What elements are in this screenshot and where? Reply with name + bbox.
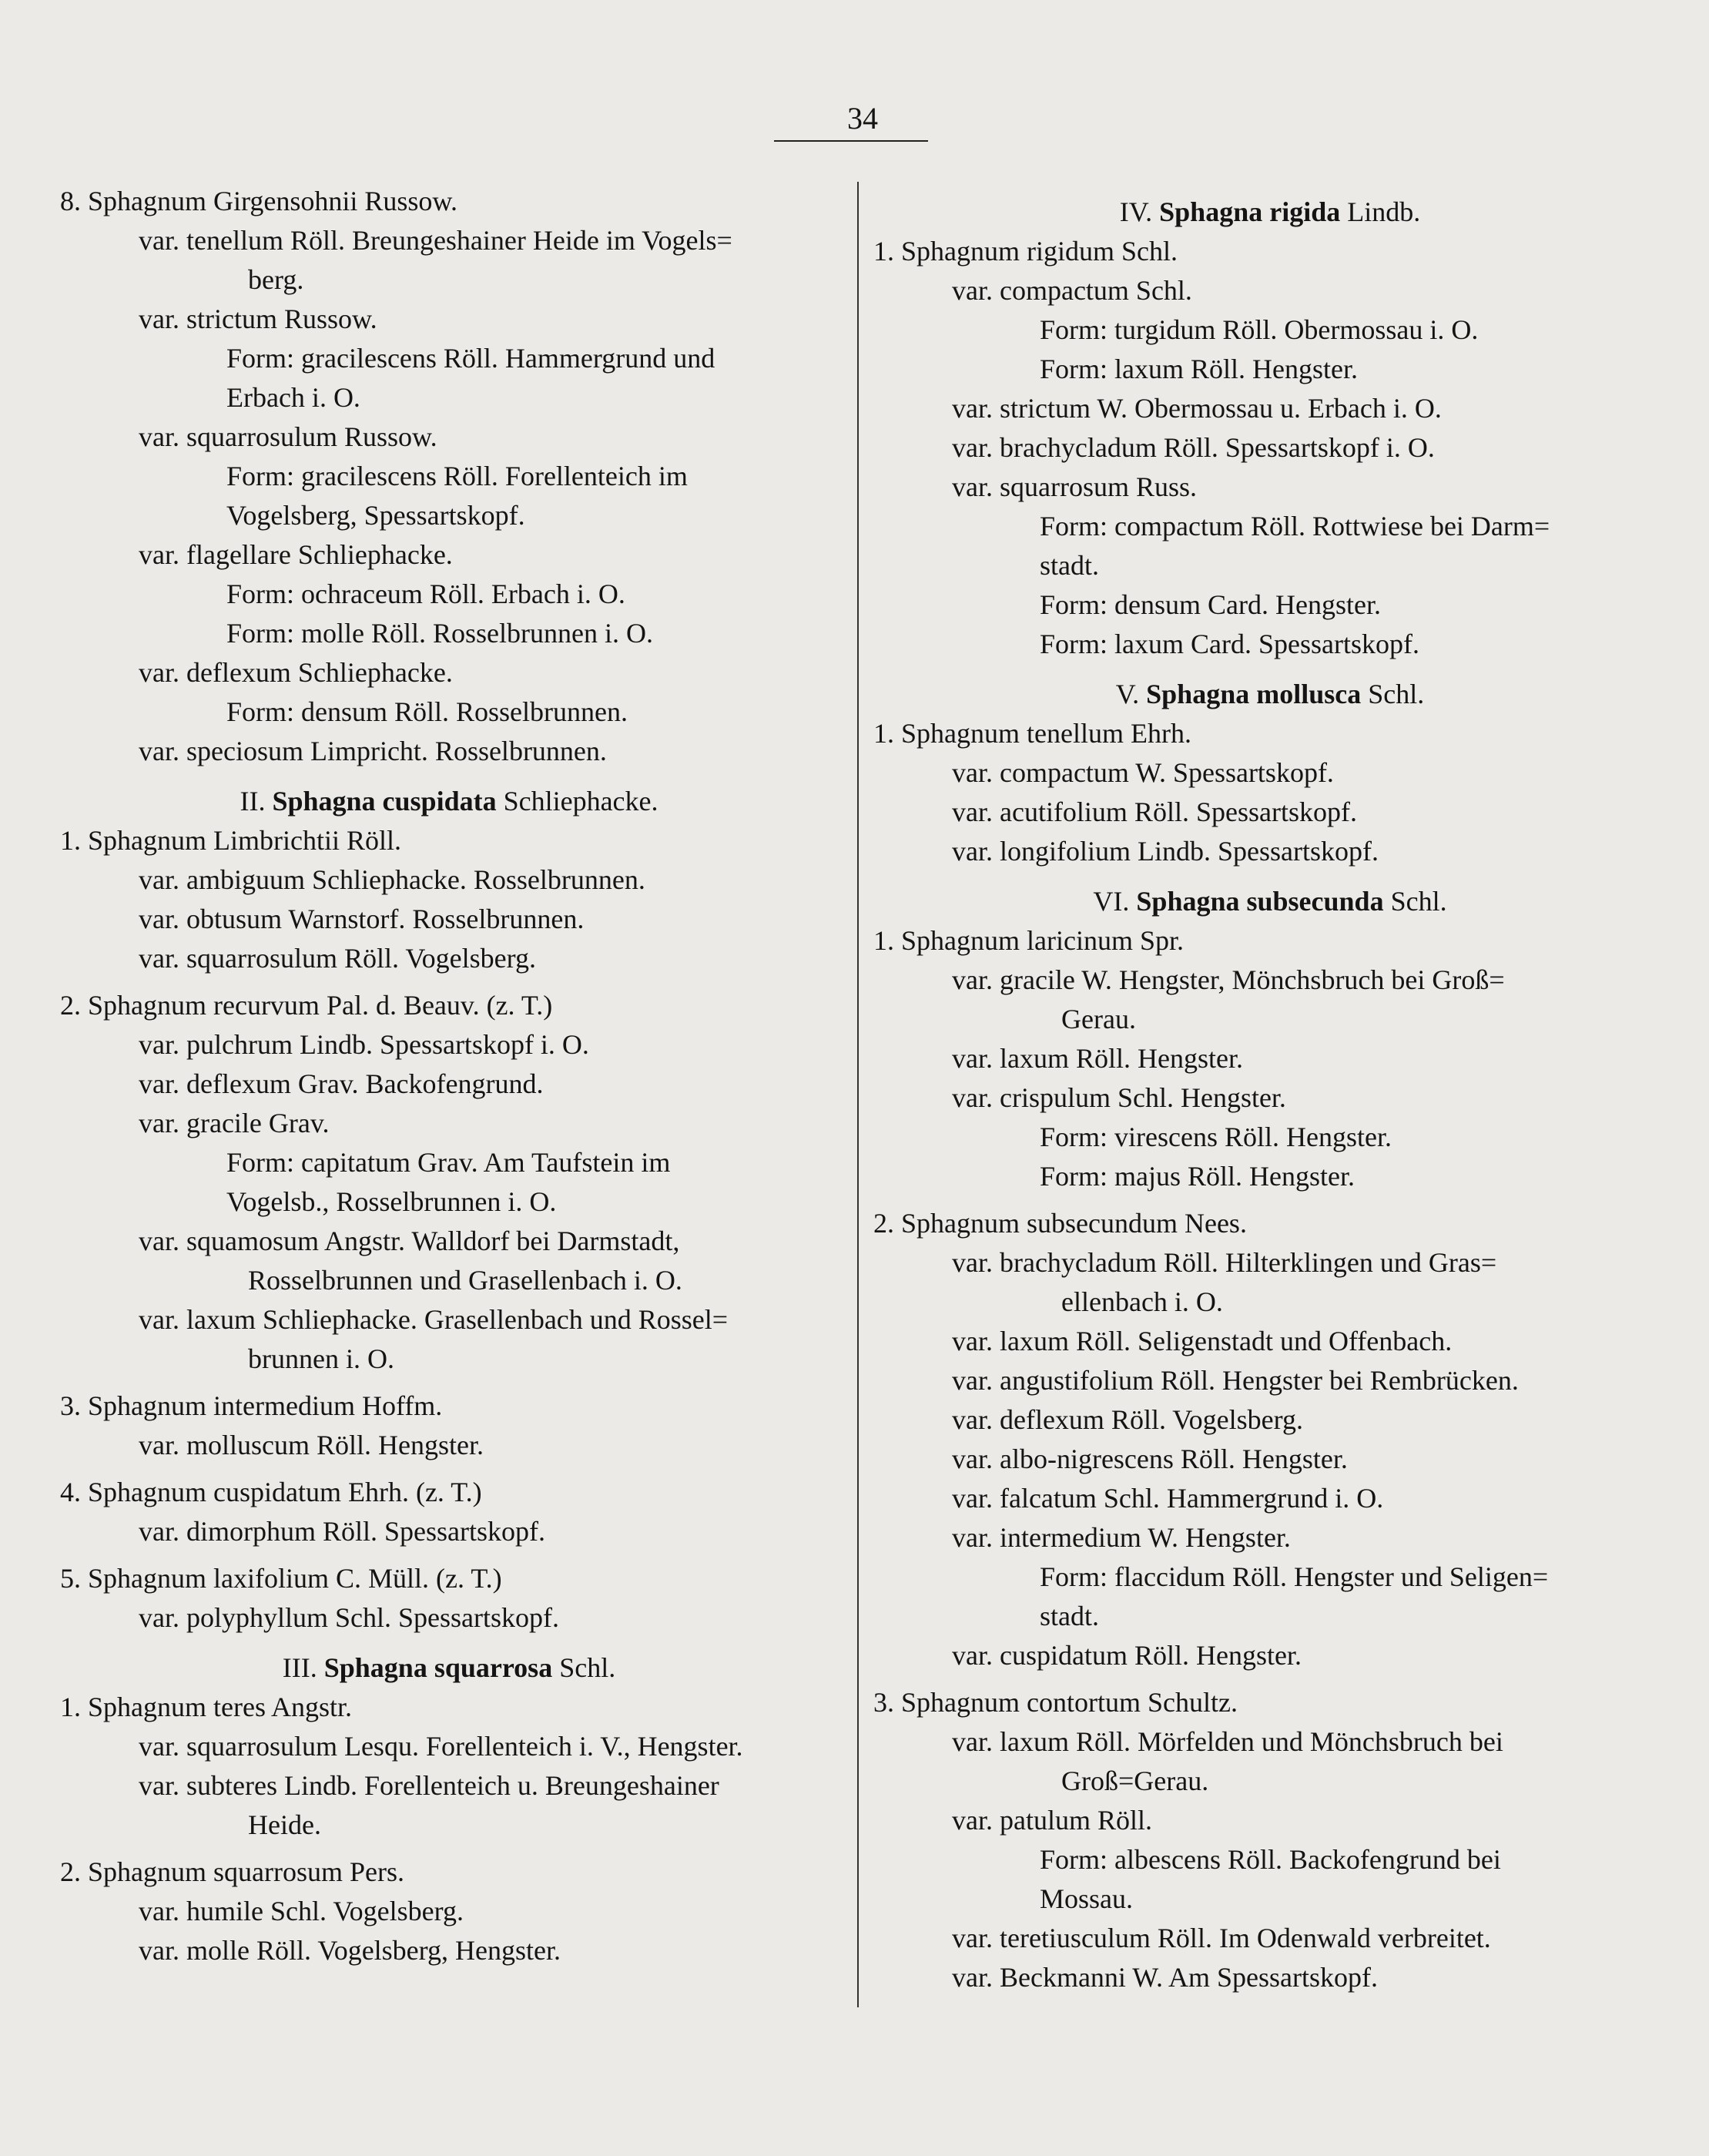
form-entry: Form: densum Röll. Rosselbrunnen. (226, 696, 628, 727)
variety-entry: var. squamosum Angstr. Walldorf bei Darmstadt, (139, 1226, 680, 1256)
variety-entry: var. molluscum Röll. Hengster. (139, 1430, 484, 1460)
variety-entry: var. speciosum Limpricht. Rosselbrunnen. (139, 736, 607, 766)
variety-entry: var. angustifolium Röll. Hengster bei Rembrücken. (952, 1365, 1519, 1396)
form-entry: Form: densum Card. Hengster. (1040, 589, 1381, 620)
variety-entry: var. ambiguum Schliephacke. Rosselbrunnen. (139, 864, 645, 895)
section-heading (873, 675, 1667, 714)
page-number: 34 (847, 101, 878, 136)
species-entry: 1. Sphagnum teres Angstr. (60, 1692, 352, 1722)
continuation-line: ellenbach i. O. (1061, 1286, 1223, 1317)
section-author: Schl. (1390, 886, 1447, 917)
variety-entry: var. strictum W. Obermossau u. Erbach i. O. (952, 393, 1442, 424)
continuation-line: Erbach i. O. (226, 382, 360, 413)
variety-entry: var. falcatum Schl. Hammergrund i. O. (952, 1483, 1384, 1514)
variety-entry: var. laxum Röll. Mörfelden und Mönchsbruch bei (952, 1726, 1503, 1757)
continuation-line: Mossau. (1040, 1883, 1134, 1914)
variety-entry: var. laxum Röll. Seligenstadt und Offenbach. (952, 1326, 1453, 1356)
section-numeral: VI. (1093, 886, 1130, 917)
variety-entry: var. deflexum Röll. Vogelsberg. (952, 1404, 1303, 1435)
continuation-line: stadt. (1040, 1601, 1099, 1631)
section-name: Sphagna cuspidata (272, 786, 497, 816)
variety-entry: var. strictum Russow. (139, 303, 377, 334)
section-name: Sphagna squarrosa (323, 1652, 553, 1683)
continuation-line: Gerau. (1061, 1004, 1136, 1034)
section-name: Sphagna mollusca (1146, 679, 1362, 709)
variety-entry: var. crispulum Schl. Hengster. (952, 1082, 1286, 1113)
section-numeral: V. (1115, 679, 1140, 709)
continuation-line: Groß=Gerau. (1061, 1765, 1209, 1796)
species-entry: 1. Sphagnum tenellum Ehrh. (873, 718, 1191, 749)
species-entry: 4. Sphagnum cuspidatum Ehrh. (z. T.) (60, 1477, 482, 1507)
section-heading (60, 782, 838, 821)
species-entry: 1. Sphagnum laricinum Spr. (873, 925, 1184, 956)
variety-entry: var. deflexum Grav. Backofengrund. (139, 1068, 544, 1099)
variety-entry: var. teretiusculum Röll. Im Odenwald verbreitet. (952, 1923, 1491, 1953)
variety-entry: var. squarrosulum Röll. Vogelsberg. (139, 943, 536, 974)
section-numeral: IV. (1119, 196, 1153, 227)
continuation-line: stadt. (1040, 550, 1099, 581)
variety-entry: var. dimorphum Röll. Spessartskopf. (139, 1516, 545, 1547)
form-entry: Form: gracilescens Röll. Hammergrund und (226, 343, 715, 374)
form-entry: Form: flaccidum Röll. Hengster und Seligen= (1040, 1561, 1549, 1592)
variety-entry: var. gracile W. Hengster, Mönchsbruch bei Groß= (952, 964, 1505, 995)
species-entry: 3. Sphagnum intermedium Hoffm. (60, 1390, 443, 1421)
species-entry: 8. Sphagnum Girgensohnii Russow. (60, 186, 458, 216)
form-entry: Form: laxum Card. Spessartskopf. (1040, 629, 1419, 659)
species-entry: 2. Sphagnum recurvum Pal. d. Beauv. (z. T.) (60, 990, 553, 1021)
continuation-line: brunnen i. O. (248, 1343, 394, 1374)
column-divider (857, 182, 859, 2007)
left-column (60, 182, 838, 1970)
variety-entry: var. intermedium W. Hengster. (952, 1522, 1291, 1553)
form-entry: Form: ochraceum Röll. Erbach i. O. (226, 578, 625, 609)
continuation-line: Heide. (248, 1809, 321, 1840)
right-column (873, 182, 1667, 1997)
page-number-rule (774, 140, 928, 142)
section-name: Sphagna rigida (1159, 196, 1341, 227)
variety-entry: var. squarrosulum Lesqu. Forellenteich i. V., Hengster. (139, 1731, 743, 1762)
variety-entry: var. brachycladum Röll. Hilterklingen und Gras= (952, 1247, 1497, 1278)
variety-entry: var. patulum Röll. (952, 1805, 1152, 1836)
variety-entry: var. polyphyllum Schl. Spessartskopf. (139, 1602, 559, 1633)
continuation-line: Vogelsberg, Spessartskopf. (226, 500, 525, 531)
variety-entry: var. subteres Lindb. Forellenteich u. Breungeshainer (139, 1770, 719, 1801)
variety-entry: var. Beckmanni W. Am Spessartskopf. (952, 1962, 1378, 1993)
form-entry: Form: capitatum Grav. Am Taufstein im (226, 1147, 671, 1178)
species-entry: 3. Sphagnum contortum Schultz. (873, 1687, 1238, 1718)
form-entry: Form: gracilescens Röll. Forellenteich im (226, 461, 688, 491)
variety-entry: var. flagellare Schliephacke. (139, 539, 453, 570)
variety-entry: var. squarrosum Russ. (952, 471, 1197, 502)
section-heading (873, 882, 1667, 921)
section-name: Sphagna subsecunda (1136, 886, 1384, 917)
form-entry: Form: virescens Röll. Hengster. (1040, 1122, 1392, 1152)
section-author: Schl. (559, 1652, 616, 1683)
species-entry: 1. Sphagnum Limbrichtii Röll. (60, 825, 401, 856)
form-entry: Form: albescens Röll. Backofengrund bei (1040, 1844, 1501, 1875)
variety-entry: var. squarrosulum Russow. (139, 421, 437, 452)
form-entry: Form: majus Röll. Hengster. (1040, 1161, 1355, 1192)
variety-entry: var. humile Schl. Vogelsberg. (139, 1896, 464, 1926)
species-entry: 5. Sphagnum laxifolium C. Müll. (z. T.) (60, 1563, 502, 1594)
continuation-line: Rosselbrunnen und Grasellenbach i. O. (248, 1265, 682, 1296)
section-numeral: III. (282, 1652, 317, 1683)
variety-entry: var. cuspidatum Röll. Hengster. (952, 1640, 1302, 1671)
section-heading (60, 1648, 838, 1688)
variety-entry: var. compactum W. Spessartskopf. (952, 757, 1334, 788)
form-entry: Form: turgidum Röll. Obermossau i. O. (1040, 314, 1479, 345)
variety-entry: var. molle Röll. Vogelsberg, Hengster. (139, 1935, 561, 1966)
species-entry: 2. Sphagnum squarrosum Pers. (60, 1856, 404, 1887)
variety-entry: var. brachycladum Röll. Spessartskopf i. O. (952, 432, 1435, 463)
continuation-line: berg. (248, 264, 304, 295)
variety-entry: var. compactum Schl. (952, 275, 1192, 306)
variety-entry: var. laxum Schliephacke. Grasellenbach und Rossel= (139, 1304, 729, 1335)
section-author: Schl. (1368, 679, 1425, 709)
section-author: Schliephacke. (503, 786, 658, 816)
variety-entry: var. acutifolium Röll. Spessartskopf. (952, 796, 1357, 827)
species-entry: 2. Sphagnum subsecundum Nees. (873, 1208, 1247, 1239)
variety-entry: var. tenellum Röll. Breungeshainer Heide im Vogels= (139, 225, 732, 256)
form-entry: Form: compactum Röll. Rottwiese bei Darm= (1040, 511, 1550, 542)
continuation-line: Vogelsb., Rosselbrunnen i. O. (226, 1186, 557, 1217)
variety-entry: var. albo-nigrescens Röll. Hengster. (952, 1443, 1348, 1474)
form-entry: Form: laxum Röll. Hengster. (1040, 354, 1358, 384)
variety-entry: var. laxum Röll. Hengster. (952, 1043, 1243, 1074)
species-entry: 1. Sphagnum rigidum Schl. (873, 236, 1178, 267)
section-heading (873, 193, 1667, 232)
form-entry: Form: molle Röll. Rosselbrunnen i. O. (226, 618, 653, 649)
variety-entry: var. obtusum Warnstorf. Rosselbrunnen. (139, 904, 585, 934)
variety-entry: var. deflexum Schliephacke. (139, 657, 453, 688)
variety-entry: var. gracile Grav. (139, 1108, 330, 1138)
variety-entry: var. pulchrum Lindb. Spessartskopf i. O. (139, 1029, 589, 1060)
section-author: Lindb. (1347, 196, 1421, 227)
variety-entry: var. longifolium Lindb. Spessartskopf. (952, 836, 1379, 867)
section-numeral: II. (240, 786, 266, 816)
